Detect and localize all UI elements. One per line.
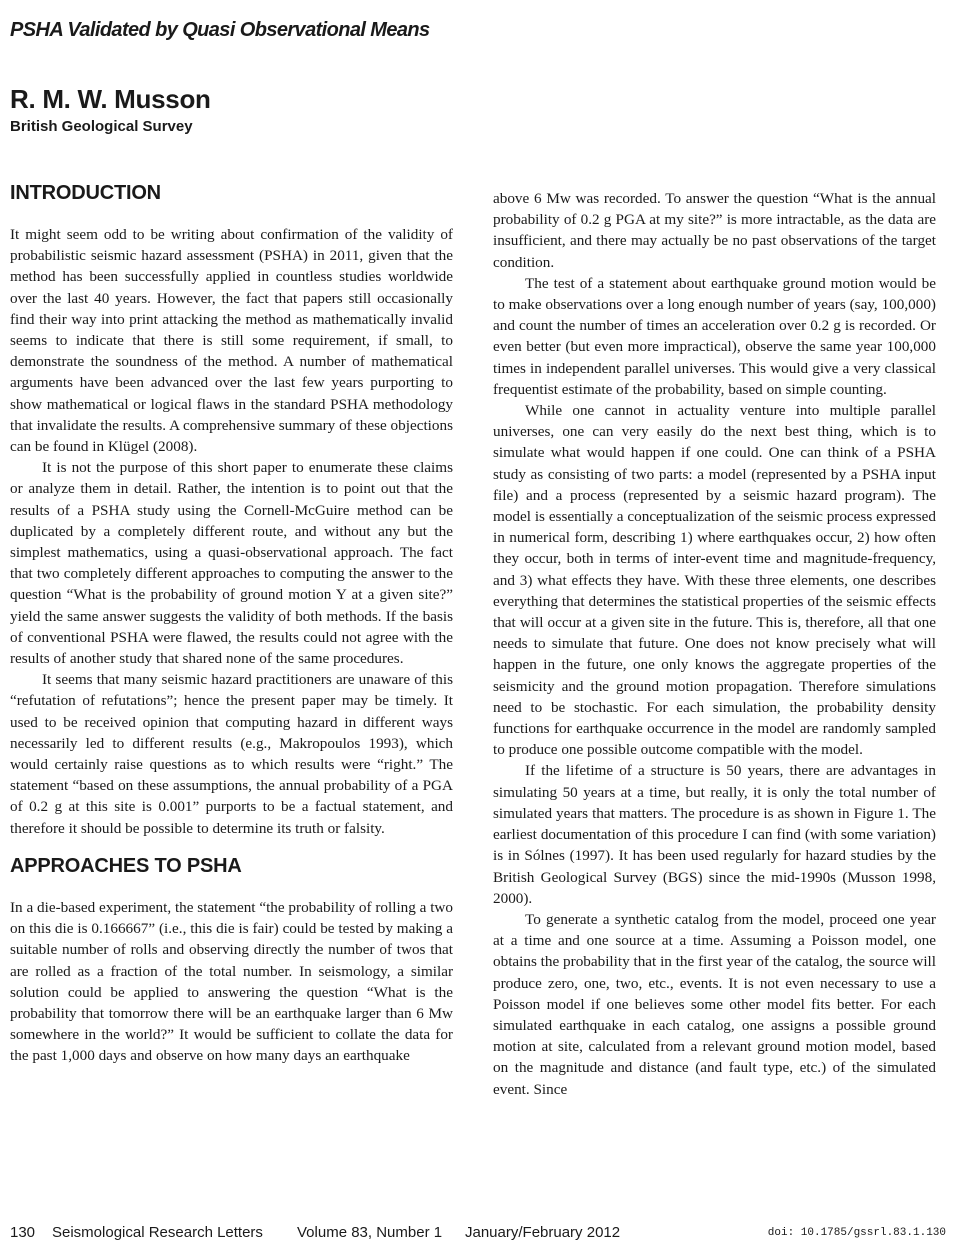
section-heading-introduction: INTRODUCTION [10, 182, 161, 204]
body-paragraph: If the lifetime of a structure is 50 years, there are advantages in simulating 50 years at a time, but really, it is only the total number of simulated years that matters. The procedure is as shown in Figure 1. The earliest documentation of this procedure I can find (with some variation) is in Sólnes (1997). It has been used regularly for hazard studies by the British Geological Survey (BGS) since the mid-1990s (Musson 1998, 2000). [493, 762, 936, 907]
page-footer [10, 1224, 946, 1250]
author-affiliation: British Geological Survey [10, 118, 193, 135]
body-paragraph: To generate a synthetic catalog from the model, proceed one year at a time and one source at a time. Assuming a Poisson model, one obtains the probability that in the first year of the catalog, the source will produce zero, one, two, etc., events. It is not even necessary to use a Poisson model if one believes some other model fits better. For each simulated earthquake in each catalog, one assigns a possible ground motion at site, calculated from a relevant ground motion model, based on the magnitude and distance (and fault type, etc.) of the simulated event. Since [493, 910, 936, 1098]
author-name: R. M. W. Musson [10, 84, 211, 114]
body-paragraph: While one cannot in actuality venture into multiple parallel universes, one can very easily do the next best thing, which is to simulate what would happen if one could. One can think of a PSHA study as consisting of two parts: a model (represented by a PSHA input file) and a process (represented by a seismic hazard program). The model is essentially a conceptualization of the seismic process expressed in numerical form, describing 1) where earthquakes occur, 2) how often they occur, both in terms of inter-event time and magnitude-frequency, and 3) what effects they have. With these three elements, one describes everything that determines the statistical properties of the seismic effects that will occur at a given site in the future. This is, therefore, all that one needs to simulate that future. One does not know precisely what will happen in the future, one only knows the aggregate properties of the seismicity and the ground motion propagation. Therefore simulations need to be stochastic. For each simulation, the probability density functions for earthquake occurrence in the model are randomly sampled to produce one possible outcome compatible with the model. [493, 402, 936, 759]
page-number: 130 [10, 1224, 36, 1241]
volume-info: Volume 83, Number 1 [297, 1224, 443, 1241]
issue-date: January/February 2012 [465, 1224, 621, 1241]
body-paragraph: It seems that many seismic hazard practitioners are unaware of this “refutation of refutations”; hence the present paper may be timely. It used to be received opinion that computing hazard in different ways necessarily led to different results (e.g., Makropoulos 1993), which would certainly raise questions as to which results were “right.” The statement “based on these assumptions, the annual probability of a PGA of 0.2 g at this site is 0.001” purports to be a factual statement, and therefore it should be possible to determine its truth or falsity. [10, 671, 453, 837]
body-paragraph: It is not the purpose of this short paper to enumerate these claims or analyze them in detail. Rather, the intention is to point out that the results of a PSHA study using the Cornell-McGuire method can be duplicated by a completely different route, and without any but the simplest mathematics, using a quasi-observational approach. The fact that two completely different approaches to computing the answer to the question “What is the probability of ground motion Y at a given site?” yield the same answer suggests the validity of both methods. If the basis of conventional PSHA were flawed, the results could not agree with the results of another study that shared none of the same procedures. [10, 459, 453, 668]
section-heading-approaches: APPROACHES TO PSHA [10, 854, 242, 877]
body-paragraph: The test of a statement about earthquake ground motion would be to make observations over a long enough number of years (say, 100,000) and count the number of times an acceleration over 0.2 g is recorded. Or even better (but even more impractical), observe the same year 100,000 times in independent parallel universes. This would give a very classical frequentist estimate of the probability, based on simple counting. [493, 274, 936, 398]
journal-name: Seismological Research Letters [52, 1224, 263, 1241]
paper-title: PSHA Validated by Quasi Observational Means [10, 19, 430, 41]
body-paragraph: It might seem odd to be writing about confirmation of the validity of probabilistic seismic hazard assessment (PSHA) in 2011, given that the method has been successfully applied in countless studies worldwide over the last 40 years. However, the fact that papers still occasionally find their way into print attacking the method as mathematically invalid seems to indicate that there is still some requirement, if small, to demonstrate the soundness of the method. A number of mathematical arguments have been advanced over the last few years purporting to show mathematical or logical flaws in the standard PSHA methodology that invalidate the results. A comprehensive summary of these objections can be found in Klügel (2008). [10, 226, 453, 456]
body-paragraph: In a die-based experiment, the statement “the probability of rolling a two on this die is 0.166667” (i.e., this die is fair) could be tested by making a suitable number of rolls and observing directly the number of twos that are rolled as a fraction of the total number. In seismology, a similar solution could be applied to answering the question “What is the probability that tomorrow there will be an earthquake larger than 6 Mw somewhere in the world?” It would be sufficient to collate the data for the past 1,000 days and observe on how many days an earthquake [10, 898, 453, 1065]
right-column [493, 188, 936, 1100]
left-column [10, 180, 453, 1067]
body-paragraph: above 6 Mw was recorded. To answer the question “What is the annual probability of 0.2 g PGA at my site?” is more intractable, as the data are insufficient, and there may actually be no past observations of the target condition. [493, 190, 936, 271]
doi-link[interactable]: doi: 10.1785/gssrl.83.1.130 [767, 1227, 946, 1239]
